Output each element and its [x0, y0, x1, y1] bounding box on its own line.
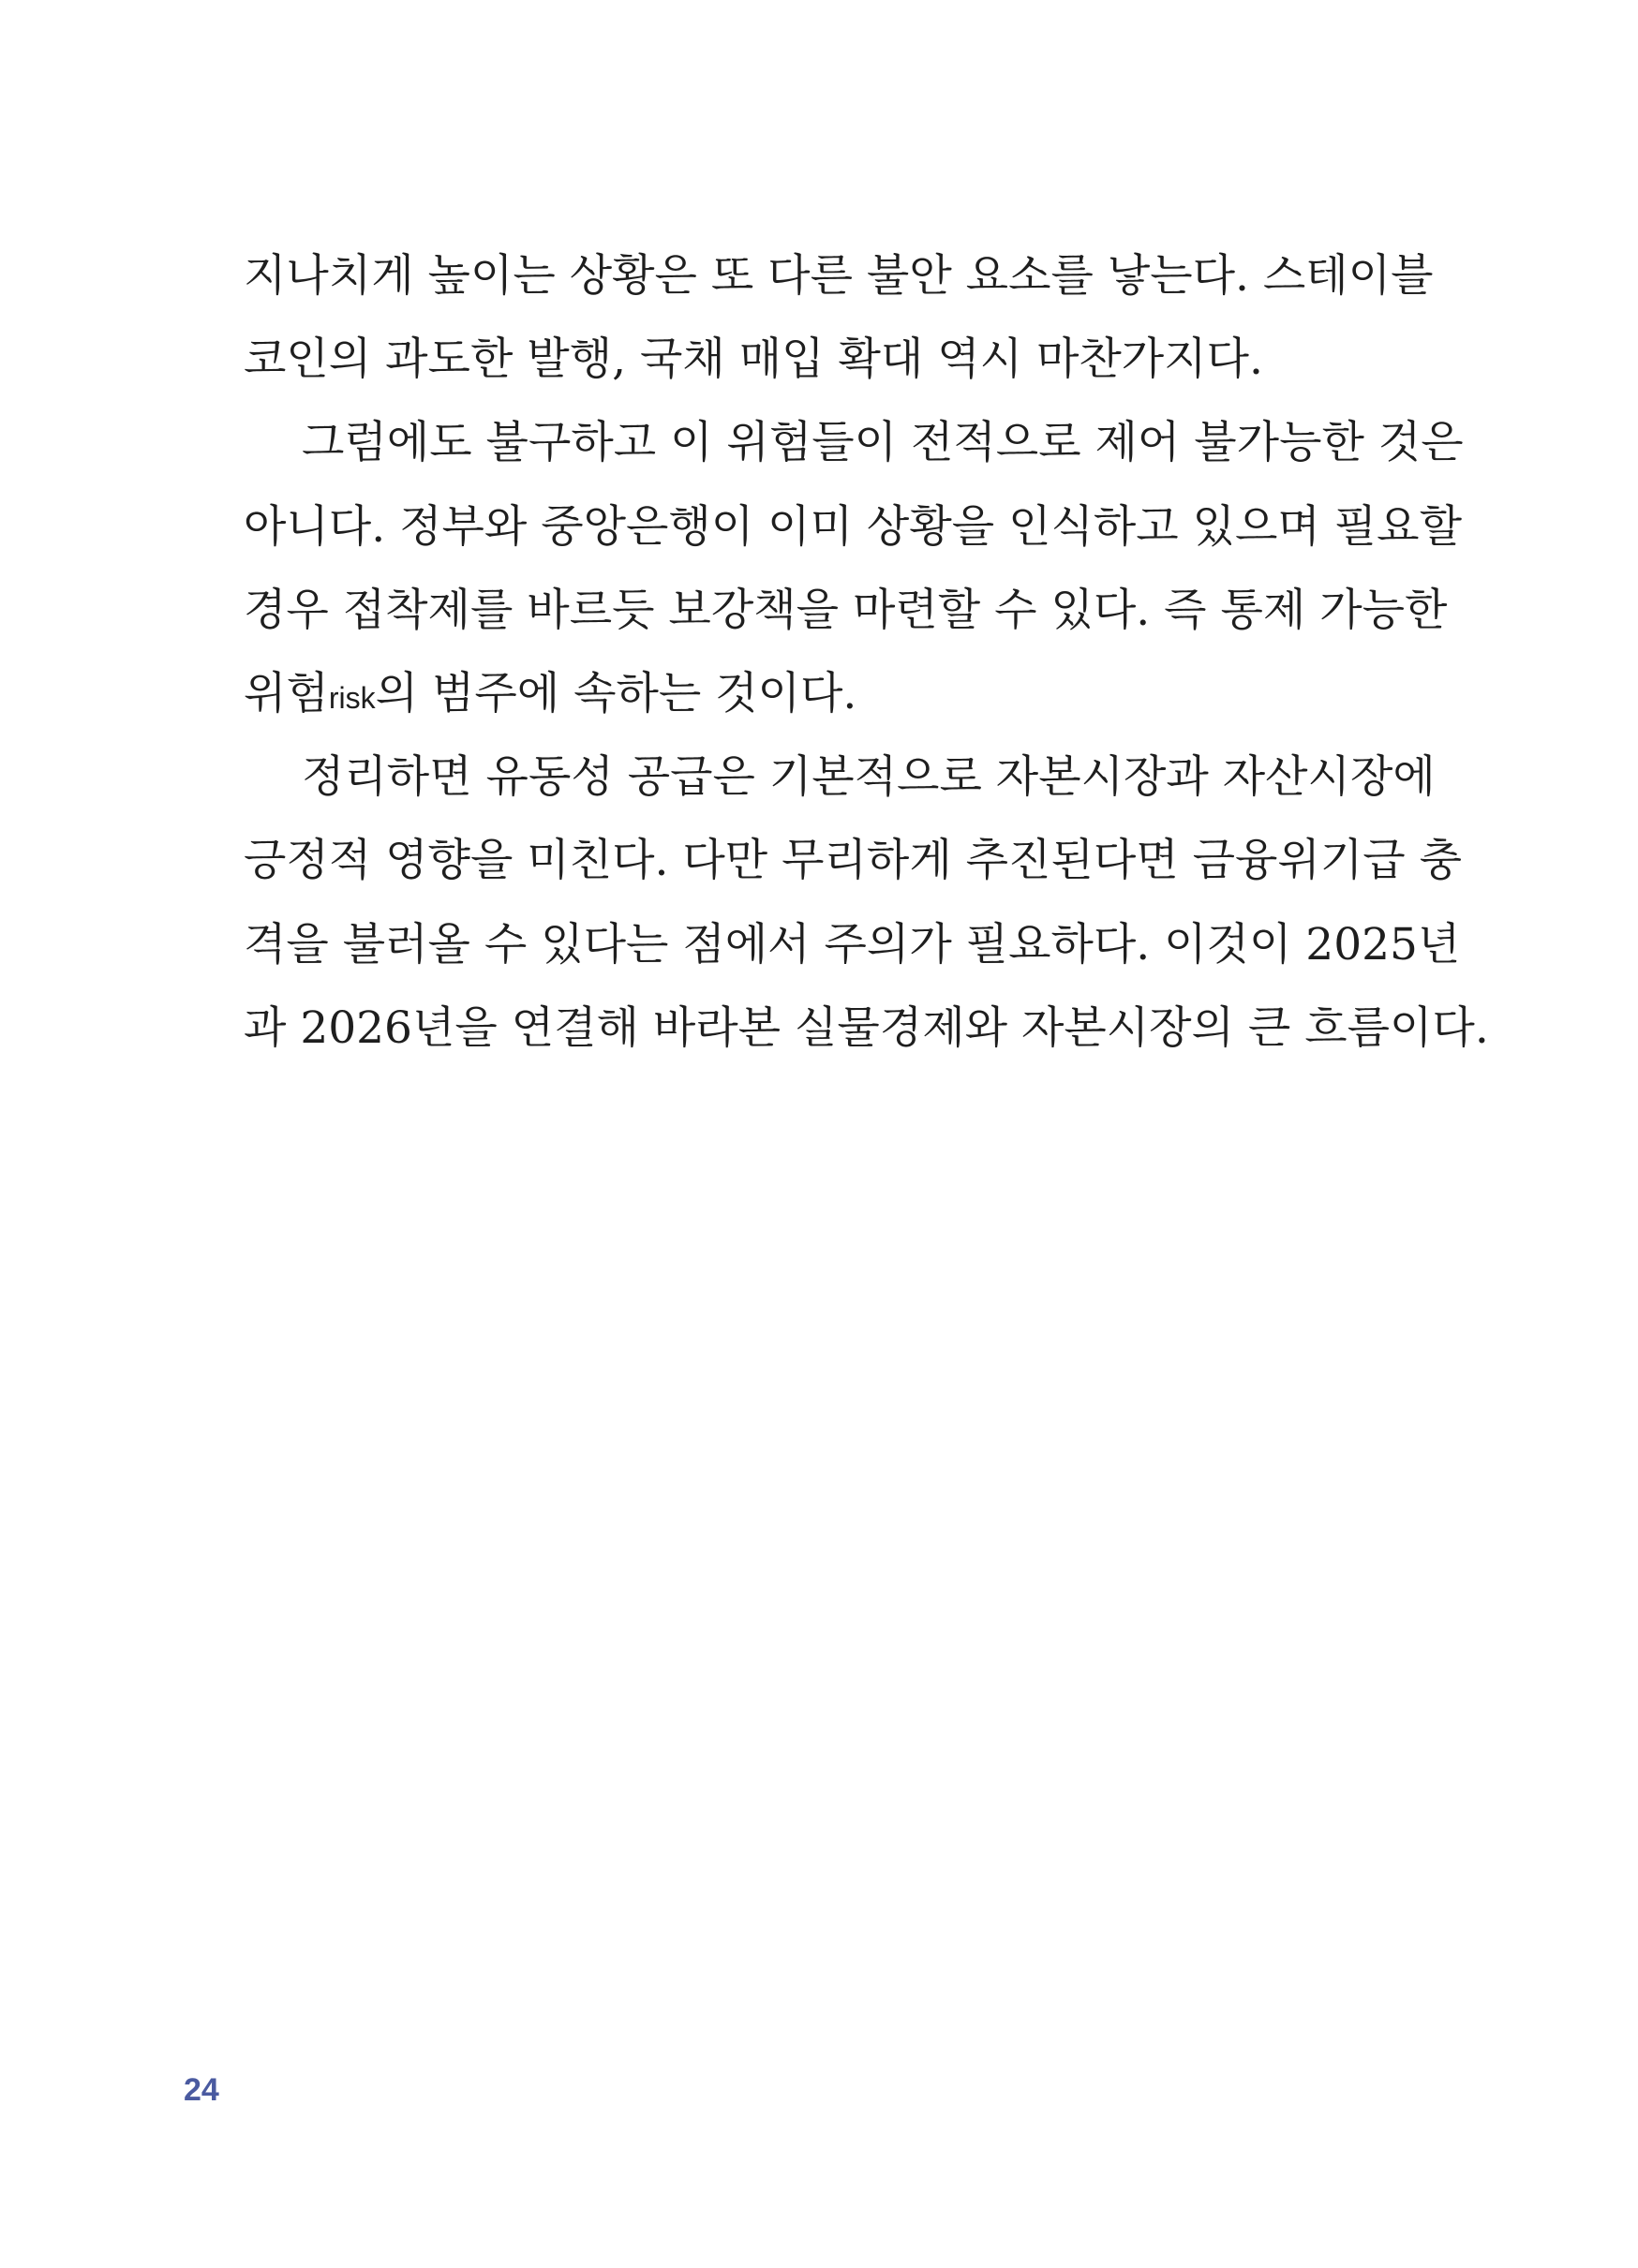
english-gloss: risk: [328, 680, 376, 715]
page-body: [244, 234, 1489, 1070]
text-line: 아니다. 정부와 중앙은행이 이미 상황을 인식하고 있으며 필요할: [244, 500, 1462, 553]
page-number: 24: [184, 2072, 219, 2108]
text-line: 경우 접착제를 바르듯 보강책을 마련할 수 있다. 즉 통제 가능한: [244, 584, 1448, 636]
text-line: [244, 652, 1331, 735]
text-line: 지나치게 높이는 상황은 또 다른 불안 요소를 낳는다. 스테이블: [244, 250, 1434, 302]
text-line: 코인의 과도한 발행, 국채 매입 확대 역시 마찬가지다.: [244, 334, 1263, 386]
text-line: 그럼에도 불구하고 이 위험들이 전적으로 제어 불가능한 것은: [302, 417, 1464, 469]
text-run: 위험: [244, 667, 329, 719]
text-run: 의 범주에 속하는 것이다.: [375, 667, 857, 719]
paragraph-2: [244, 401, 1464, 735]
paragraph-1: [244, 234, 1434, 401]
text-line: 과 2026년을 연결해 바라본 실물경제와 자본시장의 큰 흐름이다.: [244, 1001, 1489, 1054]
paragraph-3: [244, 735, 1489, 1070]
text-line: 격을 불러올 수 있다는 점에서 주의가 필요하다. 이것이 2025년: [244, 918, 1461, 971]
text-line: 긍정적 영향을 미친다. 다만 무리하게 추진된다면 금융위기급 충: [244, 835, 1462, 887]
text-line: 정리하면 유동성 공급은 기본적으로 자본시장과 자산시장에: [302, 751, 1436, 804]
